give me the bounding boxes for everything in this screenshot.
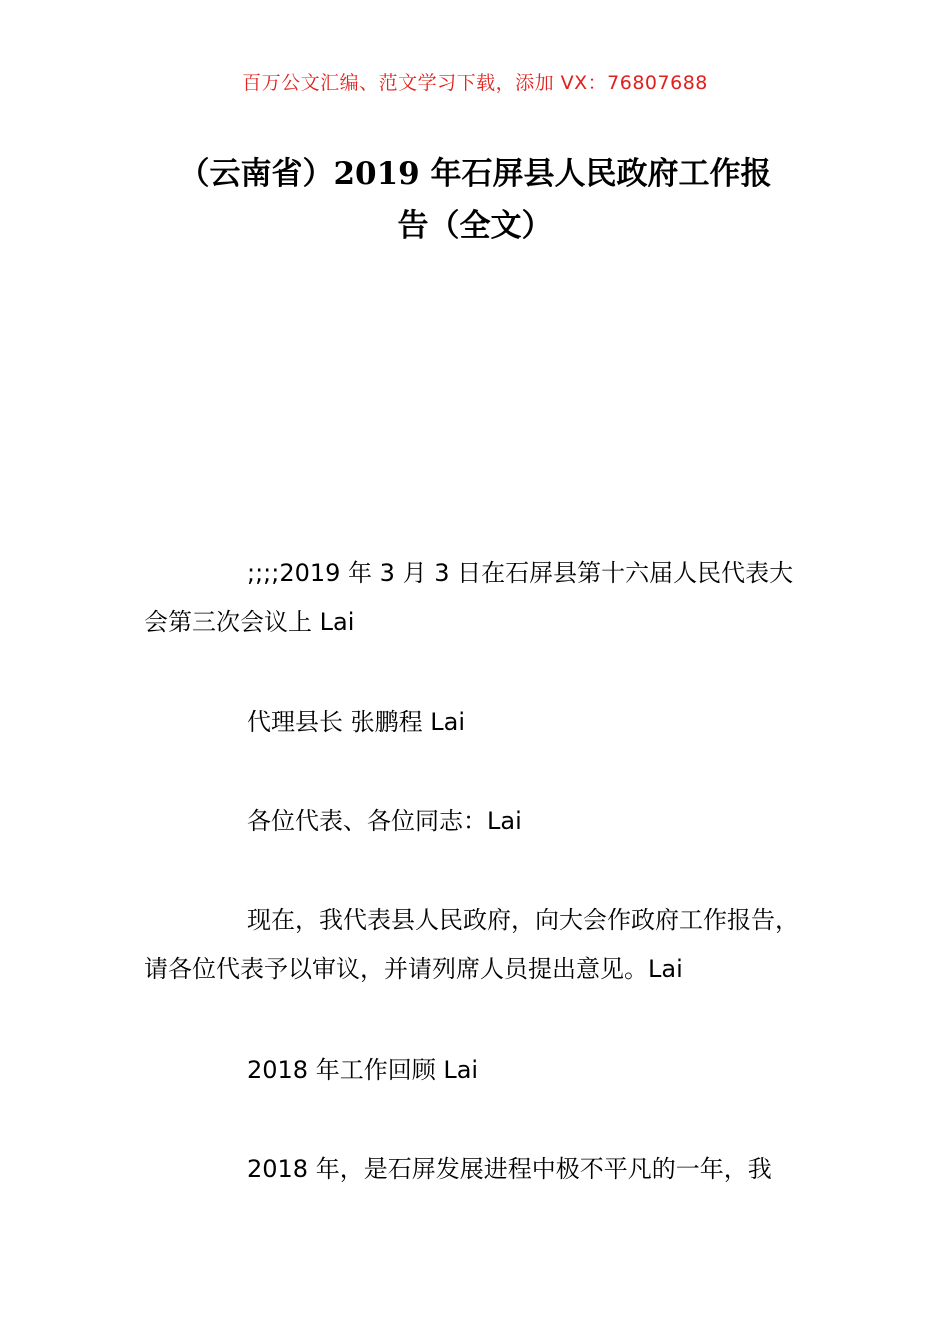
document-title [120, 148, 830, 252]
section-heading: 2018 年工作回顾 Lai [247, 1056, 479, 1084]
paragraph: 现在，我代表县人民政府，向大会作政府工作报告，请各位代表予以审议，并请列席人员提出意见。Lai [144, 906, 799, 983]
paragraph-review-start [144, 1145, 808, 1194]
section-heading-review [144, 1046, 808, 1095]
paragraph: 各位代表、各位同志：Lai [247, 807, 522, 835]
document-title-line-1: （云南省）2019 年石屏县人民政府工作报 [178, 156, 772, 192]
paragraph: ;;;;2019 年 3 月 3 日在石屏县第十六届人民代表大会第三次会议上 Lai [144, 559, 794, 636]
header-watermark-note: 百万公文汇编、范文学习下载，添加 VX：76807688 [242, 72, 708, 94]
paragraph-meeting-info [144, 549, 808, 647]
paragraph-speaker [144, 698, 808, 747]
paragraph-salutation [144, 797, 808, 846]
paragraph: 代理县长 张鹏程 Lai [247, 708, 466, 736]
paragraph: 2018 年，是石屏发展进程中极不平凡的一年，我 [247, 1155, 772, 1183]
document-title-line-2: 告（全文） [397, 208, 553, 244]
paragraph-intro [144, 896, 808, 994]
